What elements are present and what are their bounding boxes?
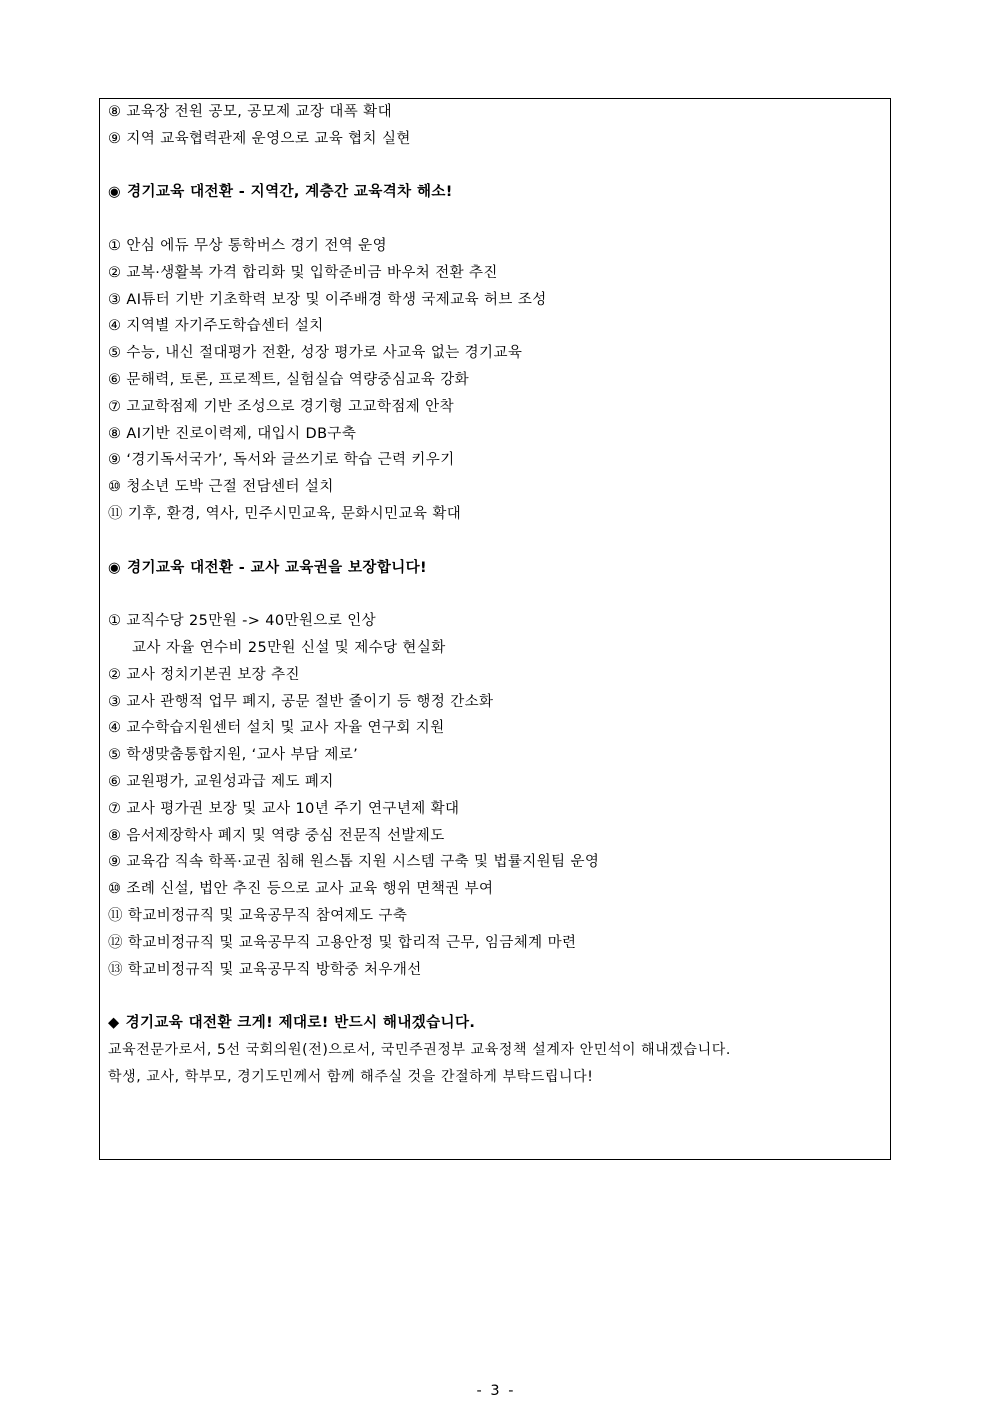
- content-body: [108, 99, 882, 1090]
- spacer: [108, 528, 882, 555]
- list-item: ⑦ 고교학점제 기반 조성으로 경기형 고교학점제 안착: [108, 398, 454, 415]
- list-item: ② 교복·생활복 가격 합리화 및 입학준비금 바우처 전환 추진: [108, 264, 498, 281]
- closing-text: 교육전문가로서, 5선 국회의원(전)으로서, 국민주권정부 교육정책 설계자 안민석이 해내겠습니다.: [108, 1041, 731, 1058]
- list-item: ① 교직수당 25만원 -> 40만원으로 인상: [108, 613, 377, 630]
- section-heading-teacher: [108, 555, 882, 582]
- section-title: 경기교육 대전환 - 지역간, 계층간 교육격차 해소!: [127, 184, 453, 201]
- list-item: ⑧ AI기반 진로이력제, 대입시 DB구축: [108, 425, 357, 442]
- section-title: 경기교육 대전환 - 교사 교육권을 보장합니다!: [127, 559, 428, 576]
- list-item: ⑪ 학교비정규직 및 교육공무직 참여제도 구축: [108, 907, 408, 924]
- bullseye-icon: ◉: [108, 559, 122, 576]
- list-item: ⑩ 청소년 도박 근절 전담센터 설치: [108, 479, 334, 496]
- section-heading-gap: [108, 179, 882, 206]
- bullseye-icon: ◉: [108, 184, 122, 201]
- closing-title: 경기교육 대전환 크게! 제대로! 반드시 해내겠습니다.: [125, 1015, 476, 1032]
- spacer: [108, 983, 882, 1010]
- list-item: ③ 교사 관행적 업무 폐지, 공문 절반 줄이기 등 행정 간소화: [108, 693, 494, 710]
- list-item: ⑤ 학생맞춤통합지원, ‘교사 부담 제로’: [108, 747, 359, 764]
- list-item: ⑬ 학교비정규직 및 교육공무직 방학중 처우개선: [108, 961, 422, 978]
- list-item: ③ AI튜터 기반 기초학력 보장 및 이주배경 학생 국제교육 허브 조성: [108, 291, 547, 308]
- content-box: [99, 98, 891, 1160]
- list-item: ⑥ 교원평가, 교원성과급 제도 폐지: [108, 773, 334, 790]
- list-item: ⑨ 교육감 직속 학폭·교권 침해 원스톱 지원 시스템 구축 및 법률지원팀 운영: [108, 854, 600, 871]
- list-item: ⑤ 수능, 내신 절대평가 전환, 성장 평가로 사교육 없는 경기교육: [108, 345, 523, 362]
- list-item: ④ 지역별 자기주도학습센터 설치: [108, 318, 324, 335]
- list-item-continuation: 교사 자율 연수비 25만원 신설 및 제수당 현실화: [132, 639, 446, 656]
- list-item: ⑧ 음서제장학사 폐지 및 역량 중심 전문직 선발제도: [108, 827, 445, 844]
- list-item: ⑧ 교육장 전원 공모, 공모제 교장 대폭 확대: [108, 104, 392, 120]
- spacer: [108, 581, 882, 608]
- closing-text: 학생, 교사, 학부모, 경기도민께서 함께 해주실 것을 간절하게 부탁드립니다!: [108, 1068, 594, 1085]
- list-item: ⑦ 교사 평가권 보장 및 교사 10년 주기 연구년제 확대: [108, 800, 460, 817]
- page-number: - 3 -: [476, 1383, 516, 1399]
- list-item: ⑫ 학교비정규직 및 교육공무직 고용안정 및 합리적 근무, 임금체계 마련: [108, 934, 577, 951]
- diamond-icon: ◆: [108, 1015, 120, 1032]
- spacer: [108, 206, 882, 233]
- spacer: [108, 153, 882, 180]
- list-item: ② 교사 정치기본권 보장 추진: [108, 666, 300, 683]
- list-item: ⑩ 조례 신설, 법안 추진 등으로 교사 교육 행위 면책권 부여: [108, 881, 494, 898]
- list-item: ⑨ ‘경기독서국가’, 독서와 글쓰기로 학습 근력 키우기: [108, 452, 455, 469]
- list-item: ④ 교수학습지원센터 설치 및 교사 자율 연구회 지원: [108, 720, 445, 737]
- list-item: ⑨ 지역 교육협력관제 운영으로 교육 협치 실현: [108, 130, 411, 147]
- list-item: ⑥ 문해력, 토론, 프로젝트, 실험실습 역량중심교육 강화: [108, 371, 470, 388]
- list-item: ① 안심 에듀 무상 통학버스 경기 전역 운영: [108, 237, 387, 254]
- list-item: ⑪ 기후, 환경, 역사, 민주시민교육, 문화시민교육 확대: [108, 505, 462, 522]
- closing-heading: [108, 1010, 882, 1037]
